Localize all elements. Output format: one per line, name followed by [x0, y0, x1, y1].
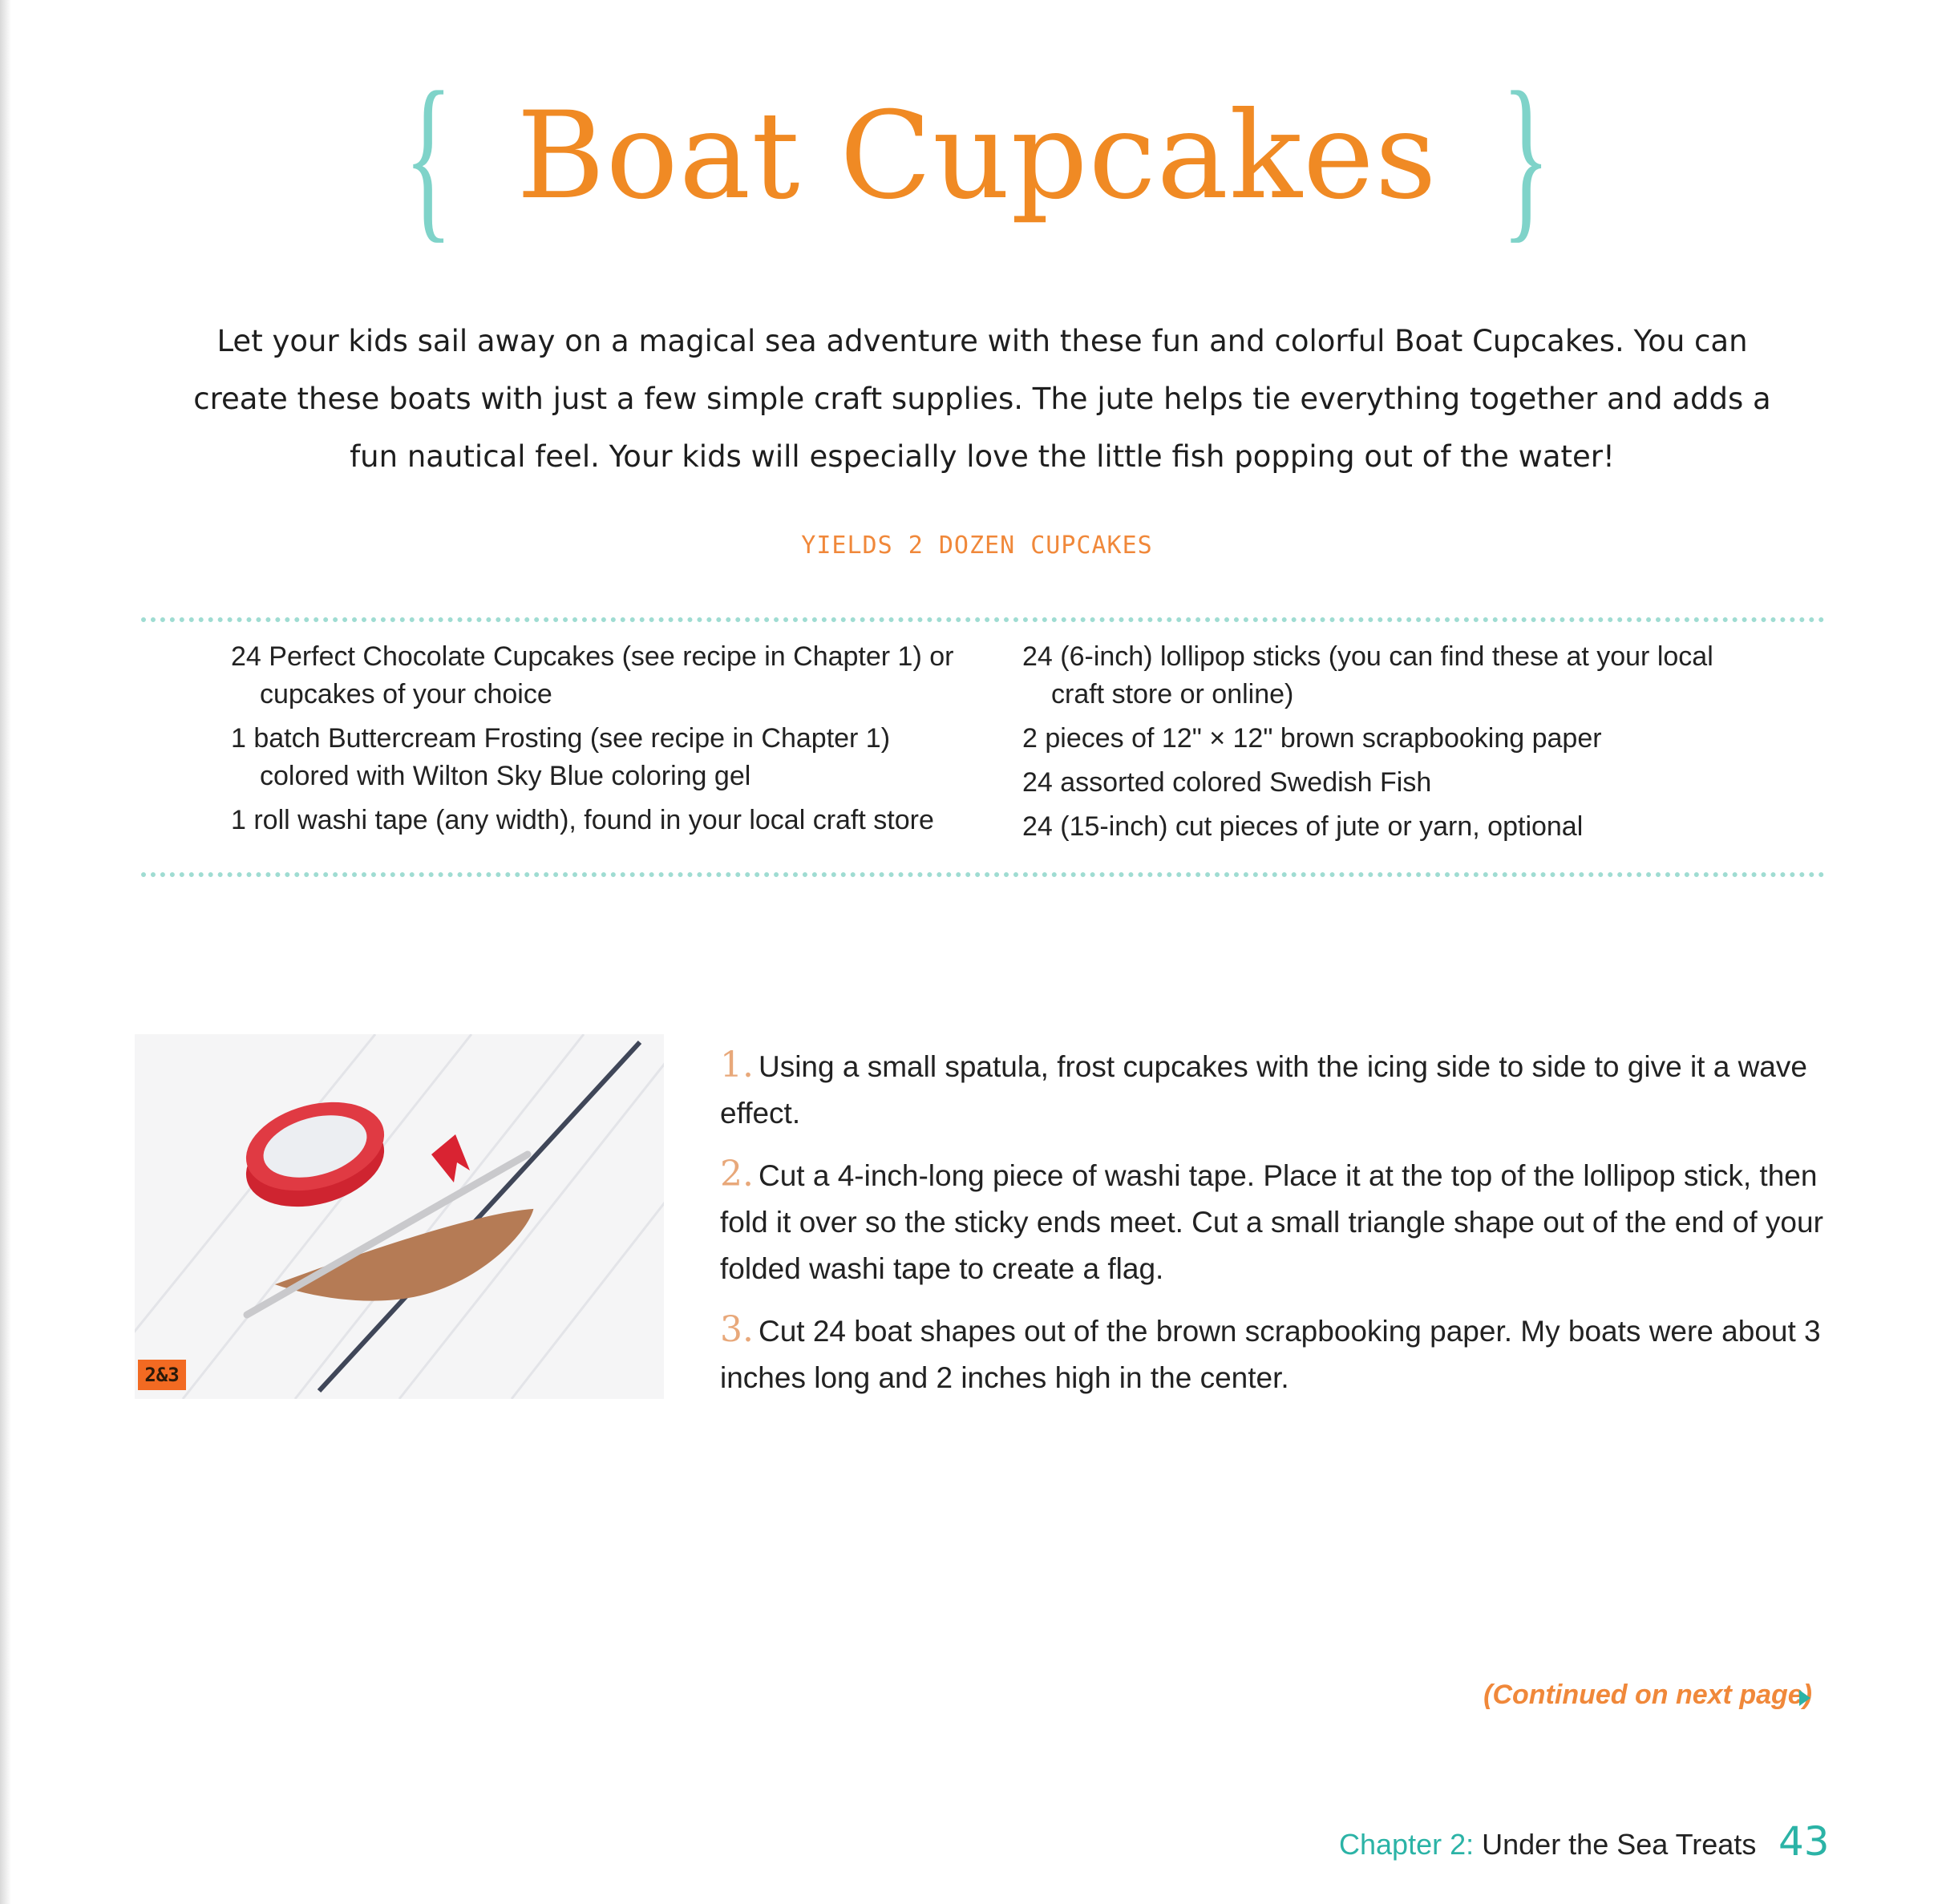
ingredients-left-column — [231, 638, 969, 846]
ingredient-item: 24 (6-inch) lollipop sticks (you can find these at your local craft store or online) — [1022, 641, 1713, 709]
intro-paragraph: Let your kids sail away on a magical sea adventure with these fun and colorful Boat Cupcakes. You can create these boats with just a few simple craft supplies. The jute helps tie everything together and adds a fun nautical feel. Your kids will especially love the little fish popping out of the water! — [193, 324, 1771, 474]
title-close-brace: } — [1501, 54, 1551, 258]
footer-section: Under the Sea Treats — [1482, 1828, 1757, 1861]
washi-tape-flag-photo — [135, 1034, 664, 1399]
page-edge-shadow — [0, 0, 11, 1904]
ingredient-item: 24 (15-inch) cut pieces of jute or yarn, optional — [1022, 811, 1584, 842]
ingredients-top-divider — [141, 617, 1825, 622]
recipe-title-block — [0, 54, 1954, 258]
footer-chapter: Chapter 2: — [1339, 1828, 1475, 1861]
continue-arrow-icon — [1799, 1690, 1810, 1706]
title-open-brace: { — [403, 54, 453, 258]
continued-note: (Continued on next page) — [1483, 1680, 1812, 1710]
ingredient-item: 2 pieces of 12" × 12" brown scrapbooking paper — [1022, 723, 1602, 754]
step-text: Cut 24 boat shapes out of the brown scrapbooking paper. My boats were about 3 inches long and 2 inches high in the center. — [720, 1315, 1821, 1394]
instructions-list — [720, 1042, 1827, 1416]
step-text: Cut a 4-inch-long piece of washi tape. Place it at the top of the lollipop stick, then fold it over so the sticky ends meet. Cut a small triangle shape out of the end of your folded washi tape to create a flag. — [720, 1159, 1823, 1285]
step-number: 2. — [720, 1154, 754, 1195]
step-number: 3. — [720, 1309, 754, 1350]
photo-illustration — [135, 1034, 664, 1399]
running-footer — [1339, 1828, 1756, 1862]
yields-label: YIELDS 2 DOZEN CUPCAKES — [801, 532, 1153, 560]
ingredient-item: 24 assorted colored Swedish Fish — [1022, 767, 1432, 798]
step-text: Using a small spatula, frost cupcakes with the icing side to side to give it a wave effect. — [720, 1050, 1807, 1130]
page-number: 43 — [1778, 1818, 1830, 1865]
recipe-title: Boat Cupcakes — [516, 87, 1438, 226]
ingredients-right-column — [1022, 638, 1728, 852]
instruction-step — [720, 1307, 1827, 1401]
ingredient-item: 1 roll washi tape (any width), found in your local craft store — [231, 805, 934, 835]
instruction-step — [720, 1042, 1827, 1137]
ingredient-item: 24 Perfect Chocolate Cupcakes (see recipe in Chapter 1) or cupcakes of your choice — [231, 641, 954, 709]
photo-step-badge: 2&3 — [138, 1360, 186, 1390]
ingredients-bottom-divider — [141, 872, 1825, 877]
instruction-step — [720, 1151, 1827, 1292]
ingredient-item: 1 batch Buttercream Frosting (see recipe in Chapter 1) colored with Wilton Sky Blue coloring gel — [231, 723, 891, 791]
step-number: 1. — [720, 1045, 754, 1085]
